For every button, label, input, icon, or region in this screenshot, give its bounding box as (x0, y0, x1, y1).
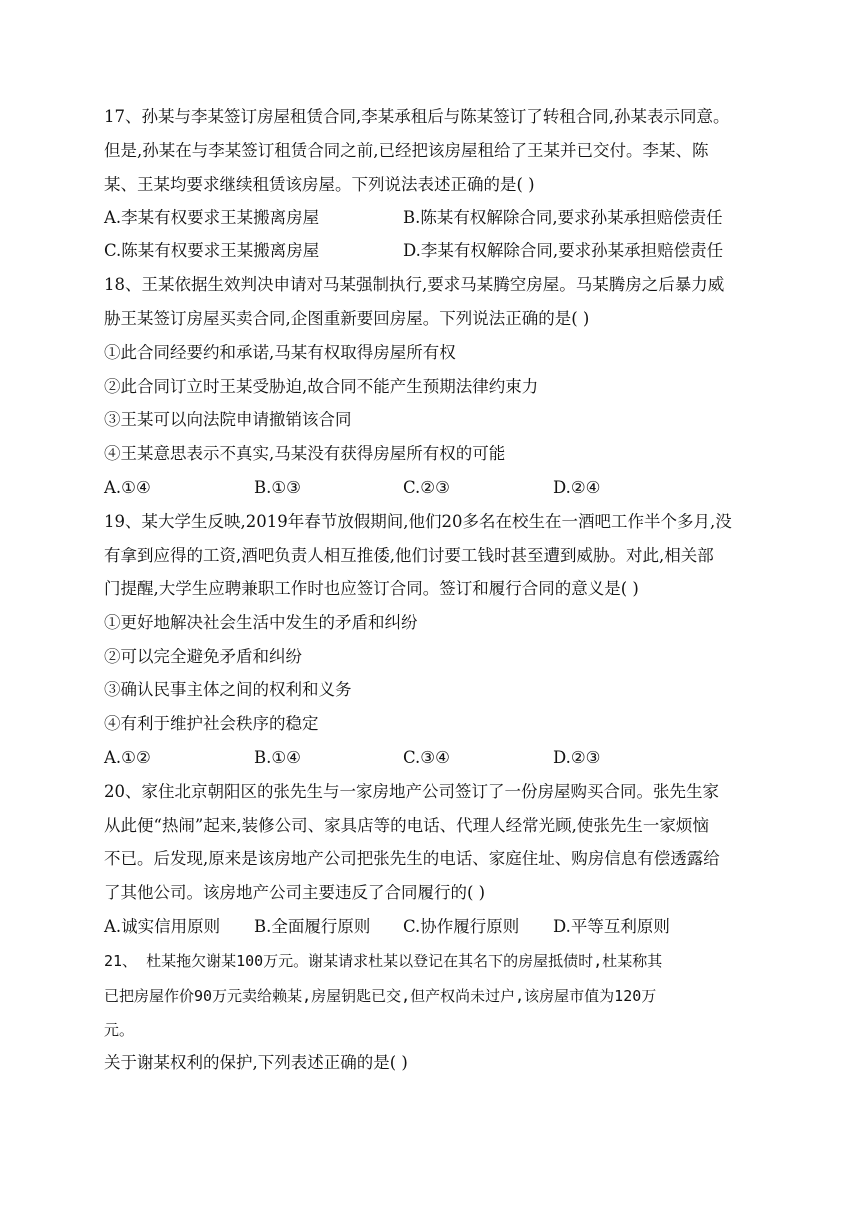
q21-line-1: 21、 杜某拖欠谢某100万元。谢某请求杜某以登记在其名下的房屋抵债时,杜某称其 (104, 952, 663, 970)
q17-line-1: 17、孙某与李某签订房屋租赁合同,李某承租后与陈某签订了转租合同,孙某表示同意。 (104, 107, 730, 126)
q20-line-3: 不已。后发现,原来是该房地产公司把张先生的电话、家庭住址、购房信息有偿透露给 (104, 849, 720, 868)
q20-option-c: C.协作履行原则 (403, 917, 520, 936)
q17-option-d: D.李某有权解除合同,要求孙某承担赔偿责任 (403, 241, 724, 260)
q19-statement-2: ②可以完全避免矛盾和纠纷 (104, 647, 302, 666)
q19-option-b: B.①④ (254, 748, 301, 767)
q19-statement-1: ①更好地解决社会生活中发生的矛盾和纠纷 (104, 613, 418, 632)
q20-line-1: 20、家住北京朝阳区的张先生与一家房地产公司签订了一份房屋购买合同。张先生家 (104, 782, 719, 801)
q18-option-c: C.②③ (403, 478, 450, 497)
q18-statement-3: ③王某可以向法院申请撤销该合同 (104, 410, 352, 429)
q19-option-a: A.①② (104, 748, 151, 767)
q17-option-c: C.陈某有权要求王某搬离房屋 (104, 241, 320, 260)
q17-line-3: 某、王某均要求继续租赁该房屋。下列说法表述正确的是( ) (104, 175, 535, 194)
q20-line-2: 从此便“热闹”起来,装修公司、家具店等的电话、代理人经常光顾,使张先生一家烦恼 (104, 816, 709, 835)
q20-line-4: 了其他公司。该房地产公司主要违反了合同履行的( ) (104, 883, 486, 902)
q17-option-a: A.李某有权要求王某搬离房屋 (104, 208, 320, 227)
q19-option-c: C.③④ (403, 748, 450, 767)
q18-line-2: 胁王某签订房屋买卖合同,企图重新要回房屋。下列说法正确的是( ) (104, 309, 590, 328)
q21-line-2: 已把房屋作价90万元卖给赖某,房屋钥匙已交,但产权尚未过户,该房屋市值为120万 (104, 987, 657, 1005)
q20-option-d: D.平等互利原则 (553, 917, 670, 936)
q18-option-d: D.②④ (553, 478, 601, 497)
q20-option-a: A.诚实信用原则 (104, 917, 221, 936)
q18-statement-4: ④王某意思表示不真实,马某没有获得房屋所有权的可能 (104, 444, 506, 463)
q18-line-1: 18、王某依据生效判决申请对马某强制执行,要求马某腾空房屋。马某腾房之后暴力威 (104, 275, 725, 294)
q19-statement-3: ③确认民事主体之间的权利和义务 (104, 680, 352, 699)
q17-line-2: 但是,孙某在与李某签订租赁合同之前,已经把该房屋租给了王某并已交付。李某、陈 (104, 141, 709, 160)
q20-option-b: B.全面履行原则 (254, 917, 371, 936)
q18-statement-1: ①此合同经要约和承诺,马某有权取得房屋所有权 (104, 343, 456, 362)
q19-option-d: D.②③ (553, 748, 601, 767)
q17-option-b: B.陈某有权解除合同,要求孙某承担赔偿责任 (403, 208, 723, 227)
q21-prompt: 关于谢某权利的保护,下列表述正确的是( ) (104, 1053, 408, 1072)
q19-line-1: 19、某大学生反映,2019年春节放假期间,他们20多名在校生在一酒吧工作半个多月,没 (104, 512, 732, 531)
q19-line-2: 有拿到应得的工资,酒吧负责人相互推倭,他们讨要工钱时甚至遭到威胁。对此,相关部 (104, 546, 714, 565)
q18-option-b: B.①③ (254, 478, 301, 497)
q19-statement-4: ④有利于维护社会秩序的稳定 (104, 714, 319, 733)
q19-line-3: 门提醒,大学生应聘兼职工作时也应签订合同。签订和履行合同的意义是( ) (104, 579, 639, 598)
q18-statement-2: ②此合同订立时王某受胁迫,故合同不能产生预期法律约束力 (104, 377, 539, 396)
q18-option-a: A.①④ (104, 478, 151, 497)
q21-line-3: 元。 (104, 1021, 135, 1039)
